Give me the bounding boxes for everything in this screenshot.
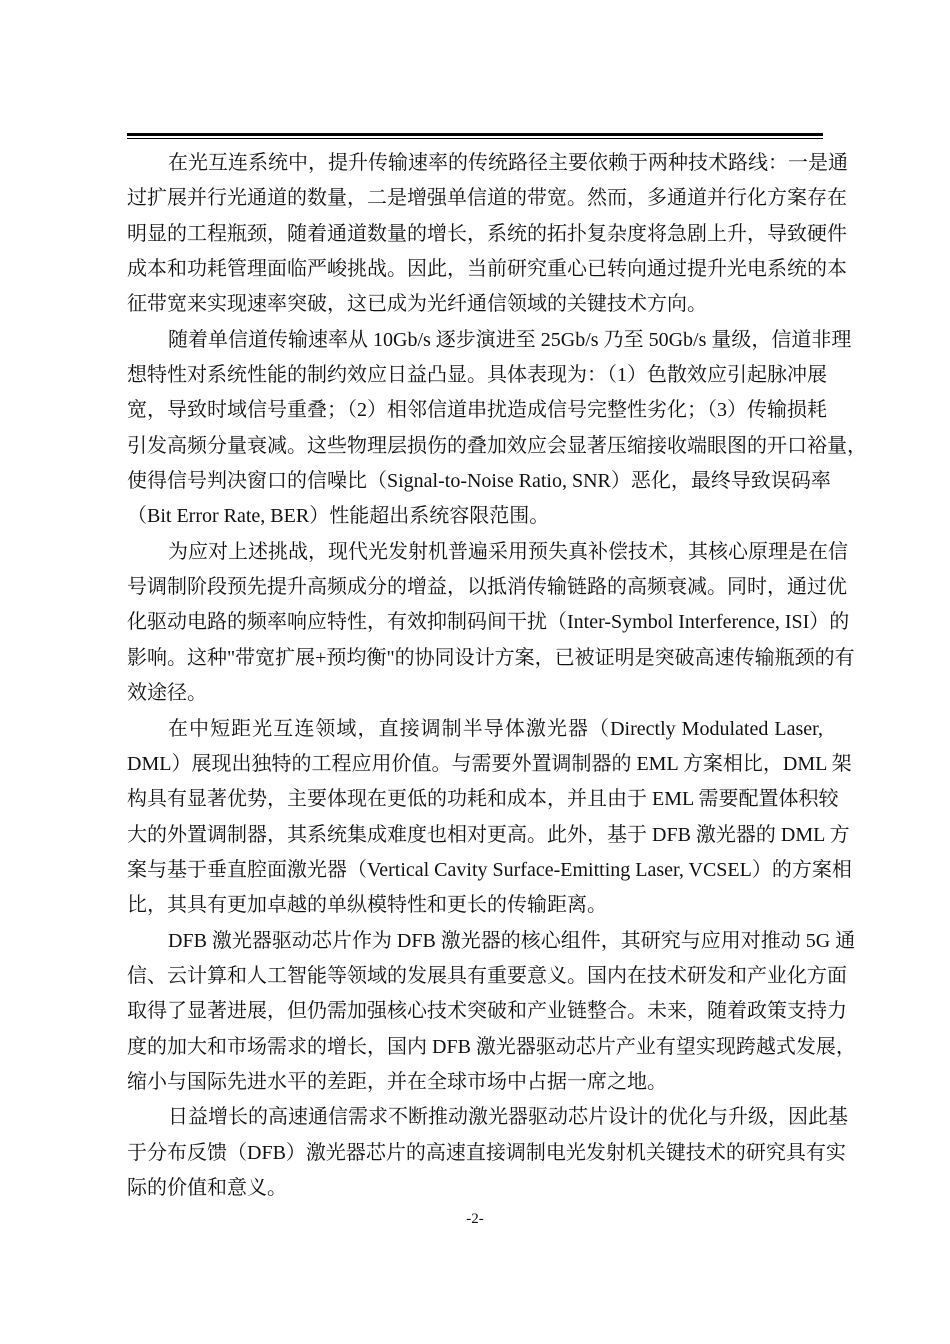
page-number: -2- (466, 1211, 484, 1227)
text-line: 随着单信道传输速率从 10Gb/s 逐步演进至 25Gb/s 乃至 50Gb/s 量级，信道非理 (168, 328, 852, 351)
text-line: 在光互连系统中，提升传输速率的传统路径主要依赖于两种技术路线：一是通 (168, 152, 848, 174)
text-line: 征带宽来实现速率突破，这已成为光纤通信领域的关键技术方向。 (127, 293, 707, 316)
paragraph (127, 146, 848, 323)
paragraph (127, 712, 852, 924)
text-line: 缩小与国际先进水平的差距，并在全球市场中占据一席之地。 (127, 1070, 667, 1093)
paragraph (127, 323, 867, 535)
text-line: 取得了显著进展，但仍需加强核心技术突破和产业链整合。未来，随着政策支持力 (127, 1000, 847, 1023)
body-text (127, 146, 867, 1206)
header-rule-thin (127, 138, 823, 139)
text-line: 号调制阶段预先提升高频成分的增益，以抵消传输链路的高频衰减。同时，通过优 (127, 576, 847, 599)
paragraph (127, 1100, 848, 1206)
text-line: 想特性对系统性能的制约效应日益凸显。具体表现为：（1）色散效应引起脉冲展 (127, 364, 827, 387)
text-line: 日益增长的高速通信需求不断推动激光器驱动芯片设计的优化与升级，因此基 (168, 1106, 848, 1129)
text-line: 引发高频分量衰减。这些物理层损伤的叠加效应会显著压缩接收端眼图的开口裕量， (127, 434, 867, 457)
text-line: 明显的工程瓶颈，随着通道数量的增长，系统的拓扑复杂度将急剧上升，导致硬件 (127, 222, 847, 245)
header-rule-thick (127, 133, 823, 136)
text-line: 信、云计算和人工智能等领域的发展具有重要意义。国内在技术研发和产业化方面 (127, 964, 847, 987)
text-line: 大的外置调制器，其系统集成难度也相对更高。此外，基于 DFB 激光器的 DML 方 (127, 823, 850, 846)
text-line: 在中短距光互连领域，直接调制半导体激光器（Directly Modulated Laser, (168, 717, 823, 740)
text-line: DFB 激光器驱动芯片作为 DFB 激光器的核心组件，其研究与应用对推动 5G 通 (168, 929, 856, 952)
text-line: 过扩展并行光通道的数量，二是增强单信道的带宽。然而，多通道并行化方案存在 (127, 187, 847, 210)
text-line: 构具有显著优势，主要体现在更低的功耗和成本，并且由于 EML 需要配置体积较 (127, 788, 839, 811)
text-line: 效途径。 (127, 682, 207, 705)
text-line: 于分布反馈（DFB）激光器芯片的高速直接调制电光发射机关键技术的研究具有实 (127, 1141, 846, 1164)
text-line: 为应对上述挑战，现代光发射机普遍采用预失真补偿技术，其核心原理是在信 (168, 540, 848, 563)
text-line: DML）展现出独特的工程应用价值。与需要外置调制器的 EML 方案相比，DML 架 (127, 752, 852, 775)
text-line: 宽，导致时域信号重叠；（2）相邻信道串扰造成信号完整性劣化；（3）传输损耗 (127, 399, 827, 422)
text-line: 化驱动电路的频率响应特性，有效抑制码间干扰（Inter-Symbol Interference, ISI）的 (127, 611, 850, 634)
text-line: 际的价值和意义。 (127, 1176, 287, 1199)
text-line: （Bit Error Rate, BER）性能超出系统容限范围。 (127, 505, 550, 528)
text-line: 影响。这种"带宽扩展+预均衡"的协同设计方案，已被证明是突破高速传输瓶颈的有 (127, 646, 855, 669)
text-line: 度的加大和市场需求的增长，国内 DFB 激光器驱动芯片产业有望实现跨越式发展， (127, 1035, 856, 1058)
text-line: 比，其具有更加卓越的单纵模特性和更长的传输距离。 (127, 894, 607, 917)
text-line: 成本和功耗管理面临严峻挑战。因此，当前研究重心已转向通过提升光电系统的本 (127, 258, 847, 281)
text-line: 案与基于垂直腔面激光器（Vertical Cavity Surface-Emitting Laser, VCSEL）的方案相 (127, 858, 852, 881)
text-line: 使得信号判决窗口的信噪比（Signal-to-Noise Ratio, SNR）恶化，最终导致误码率 (127, 470, 831, 493)
paragraph (127, 535, 855, 712)
paragraph (127, 924, 856, 1101)
